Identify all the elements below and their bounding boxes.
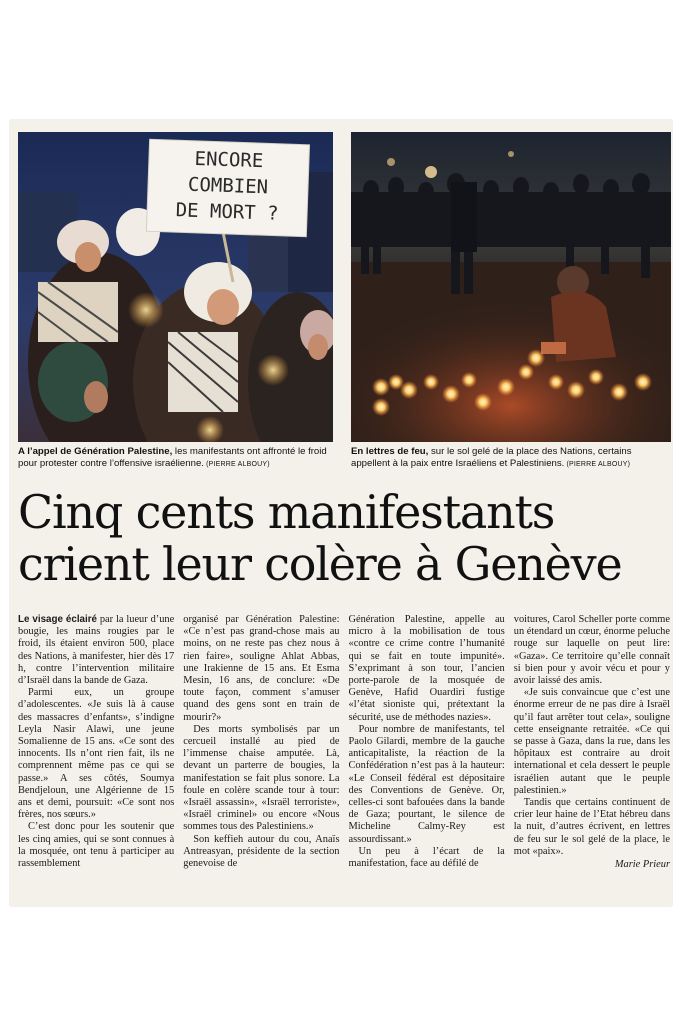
paragraph: C’est donc pour les soutenir que les cinq amies, qui se sont connues à la mosquée, ont tenu à participer au rassemblement [18,821,175,870]
paragraph: Pour nombre de manifestants, tel Paolo Gilardi, membre de la gauche anticapitaliste, la réaction de la Confédération n’est pas à la hauteur: «Le Conseil fédéral est dépositaire des Conventions de Genève. Or, celles-ci sont bafouées dans la bande de Gaza; pourtant, le silence de Micheline Calmy-Rey est assourdissant.» [348,723,505,845]
paragraph: organisé par Génération Palestine: «Ce n’est pas grand-chose mais au moins, on ne reste pas chez nous à rien faire», souligne Ahlat Abbas, une Irakienne de 15 ans. Et Esma Mesin, 16 ans, de conclure: «De toute façon, comment s’amuser quand des gens sont en train de mourir?» [183,614,340,723]
headline-line-2: crient leur colère à Genève [18,537,622,591]
article-body [18,614,670,900]
caption-lead: A l’appel de Génération Palestine, [18,446,173,457]
author-signature: Marie Prieur [614,859,670,871]
paragraph: «Je suis convaincue que c’est une énorme erreur de ne pas dire à Israël qu’il faut arrêter tout cela», souligne cette enseignante retraitée. «Ce qui se passe à Gaza, dans la rue, dans les hôpitaux est contraire au droit international et cela dessert le peuple israélien autant que le peuple palestinien.» [513,687,670,796]
sign-line-2: COMBIEN [187,173,269,199]
newspaper-clipping [10,120,672,906]
article-column-3 [349,614,505,900]
paragraph: voitures, Carol Scheller porte comme un étendard un cœur, énorme peluche rouge sur laquelle on peut lire: «Gaza». Ce territoire qu’elle connaît si bien pour y avoir vécu et pour y avoir laissé des amis. [513,614,670,687]
candles-photo [351,132,671,442]
protest-photo [18,132,333,442]
candles-photo-caption [351,446,671,471]
article-column-4 [514,614,670,900]
paragraph: Génération Palestine, appelle au micro à la mobilisation de tous «contre ce crime contre l’humanité qui se fait en toute impunité». S’exprimant à son tour, l’ancien porte-parole de la mosquée de Genève, Hafid Ouardiri fustige «l’état sioniste qui, prétextant la sécurité, use de méthodes nazies». [348,614,505,723]
caption-text: sur le sol gelé de la place des Nations, certains appellent à la paix entre Israéliens et Palestiniens. [351,446,632,469]
article-lead: Le visage éclairé [18,614,97,625]
protest-photo-image [18,132,333,442]
paragraph: Un peu à l’écart de la manifestation, face au défilé de [348,845,505,870]
headline-line-1: Cinq cents manifestants [18,485,555,539]
candles-photo-image [351,132,671,442]
protest-photo-caption [18,446,338,471]
paragraph [18,614,174,687]
paragraph: Son keffieh autour du cou, Anaïs Antreasyan, présidente de la section genevoise de [183,833,340,870]
article-column-2 [183,614,339,900]
photo-credit: (PIERRE ALBOUY) [203,461,270,468]
paragraph: Des morts symbolisés par un cercueil installé au pied de l’immense chaise amputée. Là, devant un parterre de bougies, la manifestation se fait plus sonore. La foule en colère scande tour à tour: «Israël assassin», «Israël terroriste», «Israël criminel» ou encore «Nous sommes tous des Palestiniens.» [183,723,340,833]
paragraph: Tandis que certains continuent de crier leur haine de l’Etat hébreu dans la nuit, d’autres écrivent, en lettres de feu sur le sol gelé de la place, le mot «paix». [513,797,670,857]
caption-lead: En lettres de feu, [351,446,429,457]
article-headline [18,486,668,590]
article-column-1 [18,614,174,900]
sign-line-1: ENCORE [194,147,264,173]
caption-text: les manifestants ont affronté le froid pour protester contre l’offensive israélienne. [18,446,327,469]
paragraph-text: par la lueur d’une bougie, les mains rougies par le froid, ils étaient environ 500, place des Nations, à manifester, hier dès 17 h, contre l’intervention militaire d’Israël dans la bande de Gaza. [18,614,175,687]
photo-credit: (PIERRE ALBOUY) [564,461,631,468]
sign-line-3: DE MORT ? [175,199,279,225]
paragraph: Parmi eux, un groupe d’adolescentes. «Je suis là à cause des massacres d’enfants», s’indigne Leyla Nasir Alawi, une jeune Somalienne de 15 ans. «Ce sont des innocents. Ils n’ont rien fait, ils ne comprennent même pas ce qui se passe.» A ses côtés, Soumya Bendjeloun, une Algérienne de 15 ans et demi, poursuit: «Ce sont nos frères, nos sœurs.» [18,687,175,821]
